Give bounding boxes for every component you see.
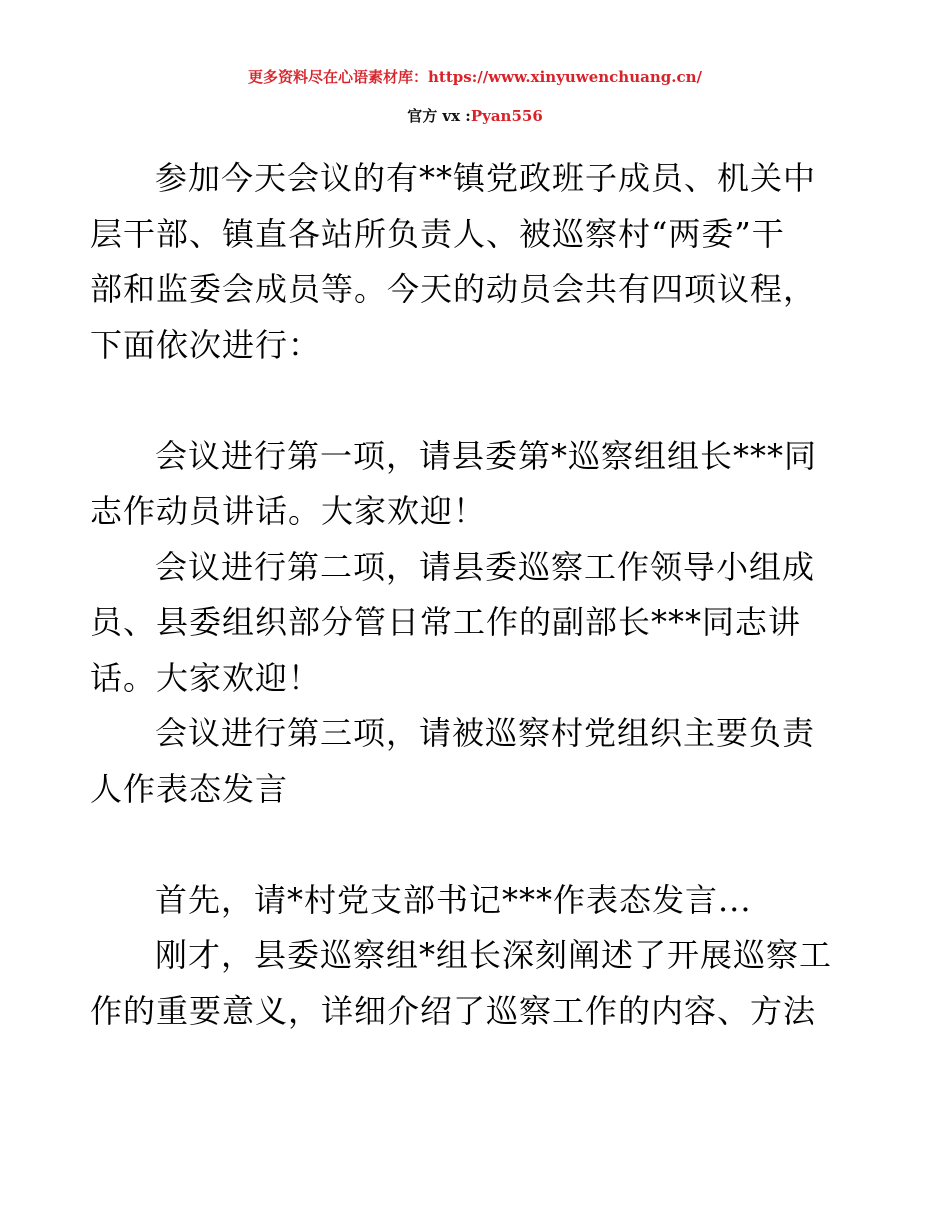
paragraph-line: 会议进行第二项，请县委巡察工作领导小组成 — [155, 547, 816, 586]
paragraph-line: 下面依次进行： — [90, 325, 322, 364]
paragraph-line: 刚才，县委巡察组*组长深刻阐述了开展巡察工 — [155, 936, 833, 974]
header-wechat-label: 官方 vx : — [407, 107, 471, 125]
paragraph-line: 首先，请*村党支部书记***作表态发言... — [155, 880, 752, 919]
paragraph-spacer — [90, 373, 860, 429]
paragraph-line: 作的重要意义，详细介绍了巡察工作的内容、方法 — [90, 991, 817, 1030]
paragraph-line: 志作动员讲话。大家欢迎！ — [90, 492, 487, 530]
header-wechat-id: Pyan556 — [470, 107, 543, 125]
paragraph-line: 层干部、镇直各站所负责人、被巡察村“两委”干 — [90, 214, 785, 253]
paragraph-spacer — [90, 817, 860, 873]
paragraph-line: 部和监委会成员等。今天的动员会共有四项议程， — [90, 270, 817, 308]
paragraph-line: 话。大家欢迎！ — [90, 658, 322, 697]
paragraph-line: 参加今天会议的有**镇党政班子成员、机关中 — [155, 159, 817, 197]
paragraph-line: 会议进行第三项，请被巡察村党组织主要负责 — [155, 714, 816, 752]
paragraph-line: 会议进行第一项，请县委第*巡察组组长***同 — [155, 436, 818, 475]
paragraph-line: 人作表态发言 — [90, 769, 289, 808]
header-wechat — [0, 103, 950, 129]
paragraph-line: 员、县委组织部分管日常工作的副部长***同志讲 — [90, 603, 802, 641]
document-body — [90, 151, 860, 1039]
header-resource-link: 更多资料尽在心语素材库：https://www.xinyuwenchuang.cn/ — [248, 68, 702, 86]
